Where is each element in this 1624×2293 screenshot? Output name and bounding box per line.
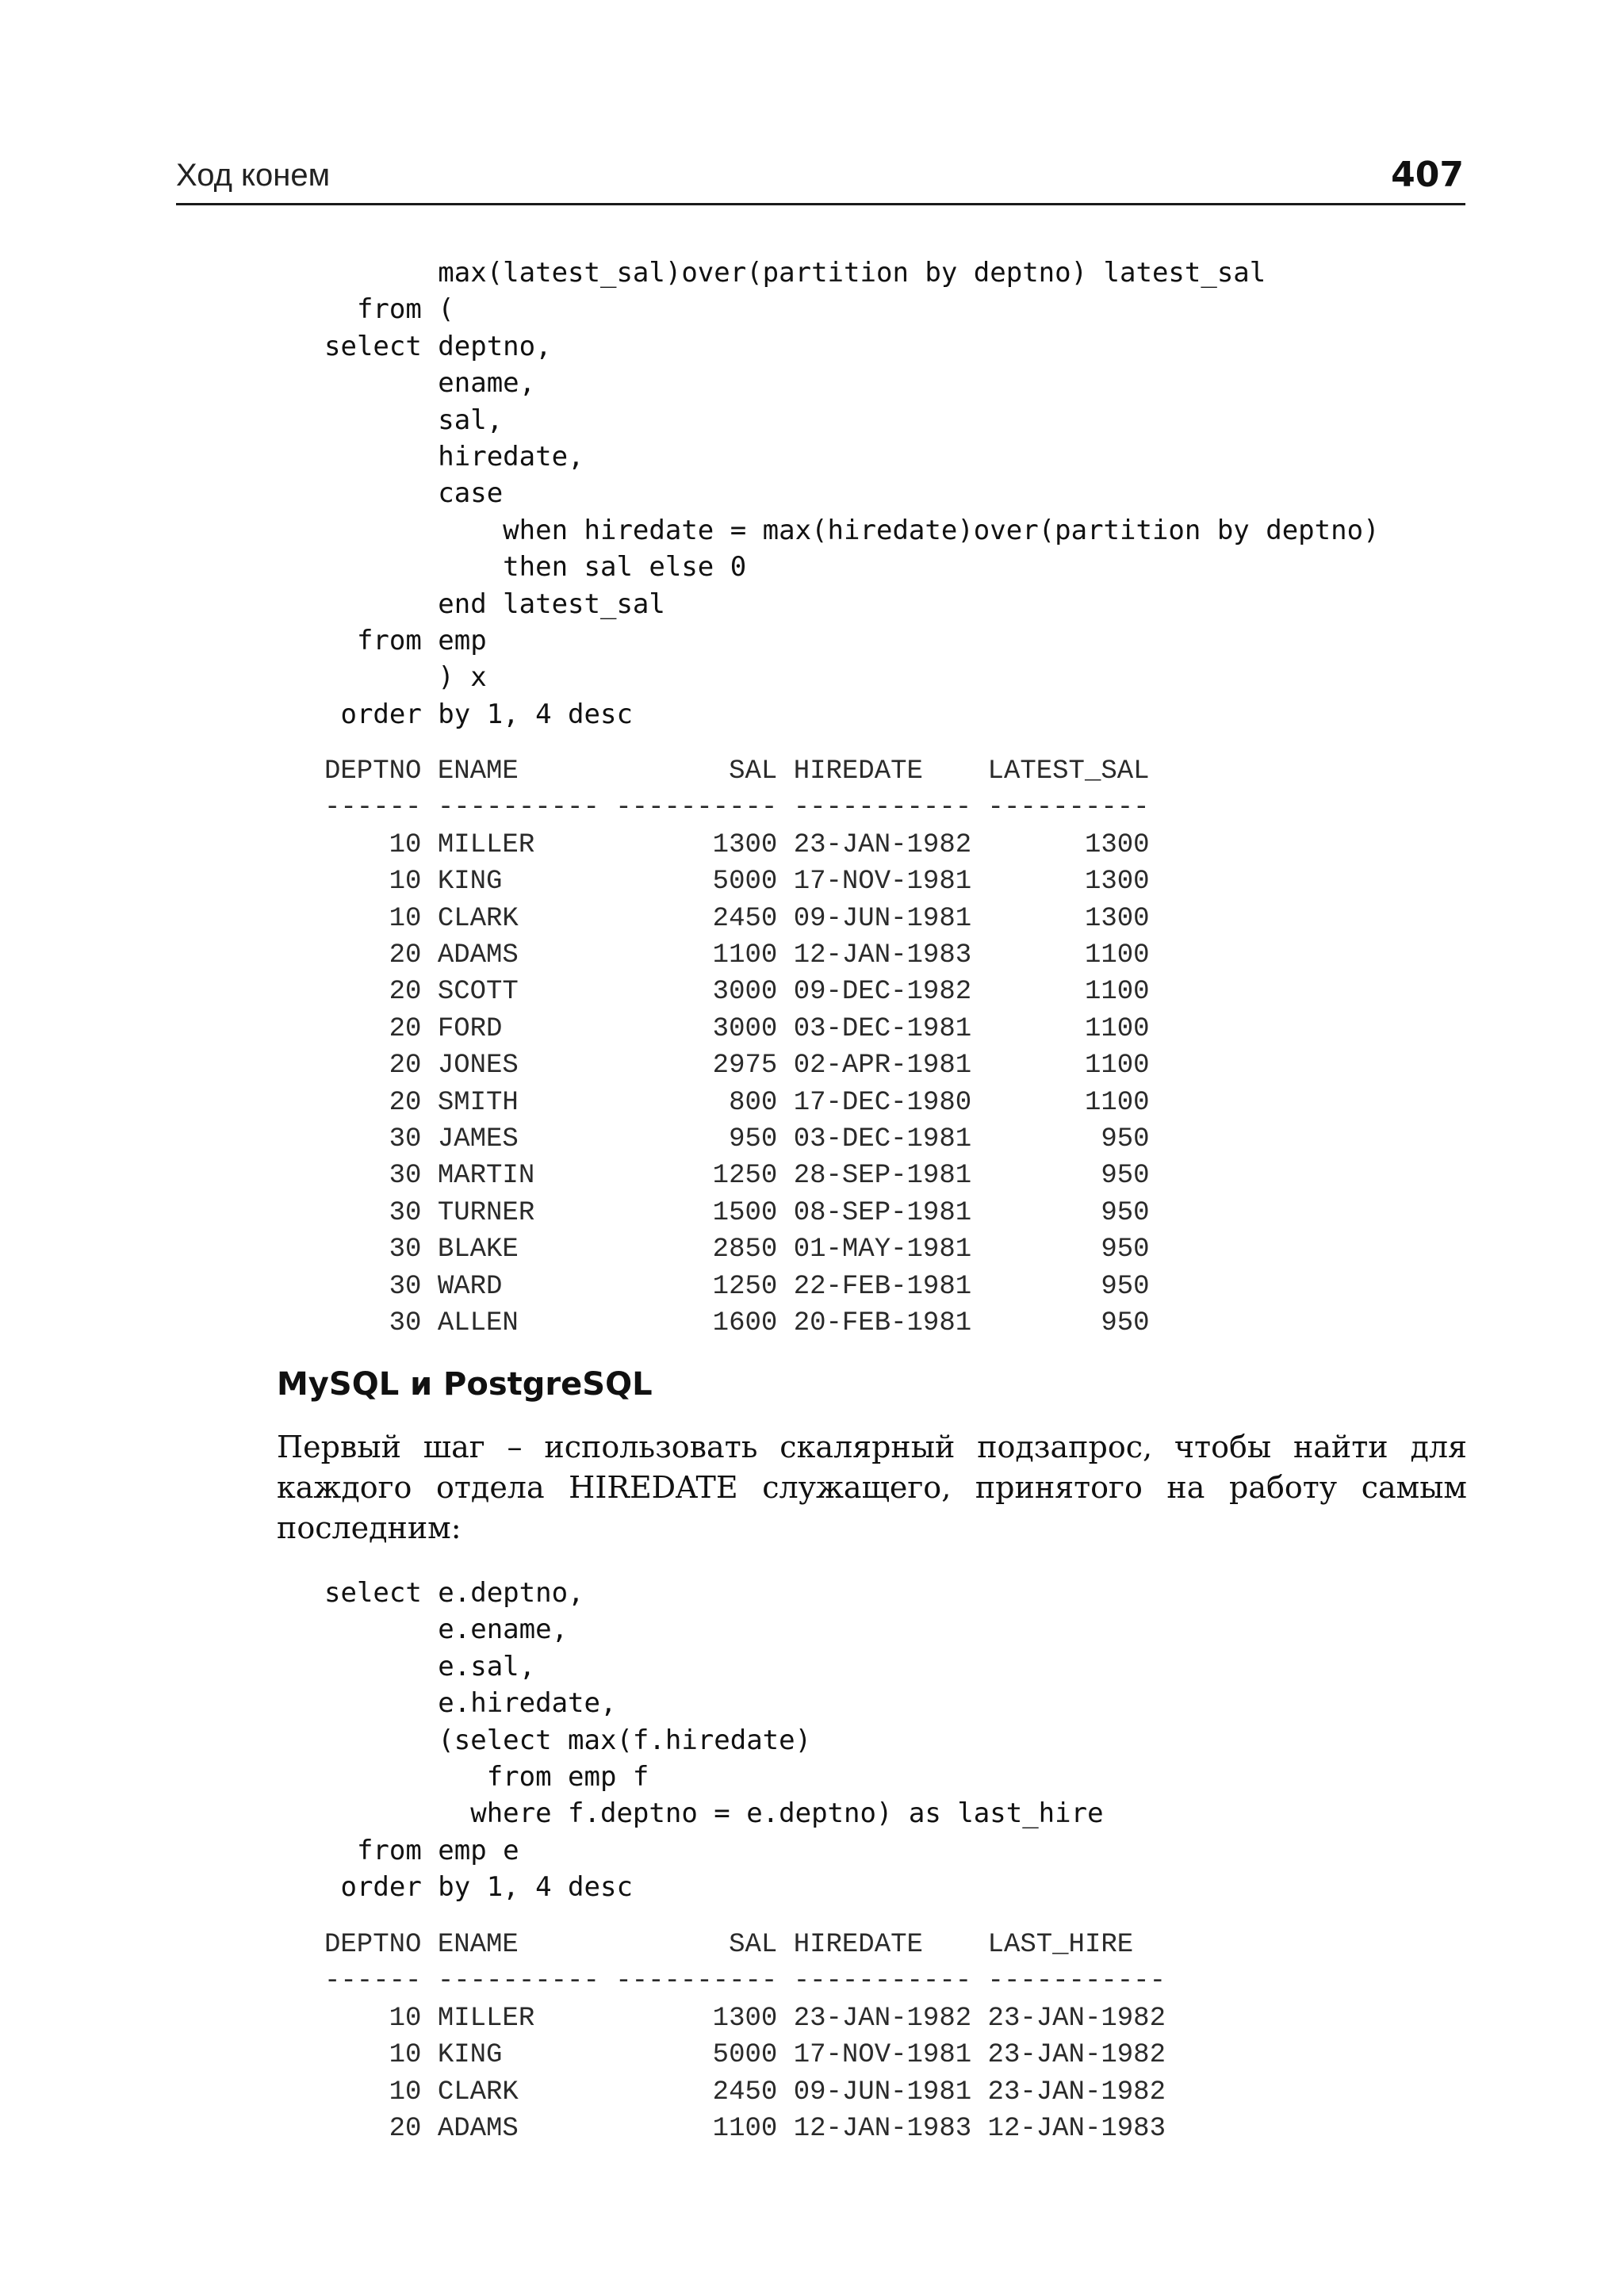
code-line: case [324,477,504,510]
table-row: 10 CLARK 2450 09-JUN-1981 23-JAN-1982 [324,2077,1166,2107]
code-line: select e.deptno, [324,1577,584,1609]
page-number: 407 [1391,155,1464,195]
page-header [176,146,1465,205]
code-line: from emp [324,625,487,657]
code-line: e.sal, [324,1650,536,1682]
table-row: 20 SMITH 800 17-DEC-1980 1100 [324,1087,1150,1118]
table-row: 30 BLAKE 2850 01-MAY-1981 950 [324,1235,1150,1265]
code-line: select deptno, [324,330,552,362]
code-line: sal, [324,404,504,436]
code-line: where f.deptno = e.deptno) as last_hire [324,1797,1104,1830]
table-row: 30 MARTIN 1250 28-SEP-1981 950 [324,1161,1150,1192]
code-block-scalar-subquery [324,1575,1104,1906]
code-line: from emp e [324,1834,519,1866]
table-row: 10 MILLER 1300 23-JAN-1982 23-JAN-1982 [324,2003,1166,2034]
result-table-last-hire [324,1927,1166,2147]
table-row: 10 KING 5000 17-NOV-1981 1300 [324,867,1150,898]
code-line: end latest_sal [324,588,665,620]
code-line: then sal else 0 [324,551,747,584]
result-table-latest-sal [324,753,1150,1342]
table-row: 10 CLARK 2450 09-JUN-1981 1300 [324,903,1150,934]
result-header-row: DEPTNO ENAME SAL HIREDATE LATEST_SAL [324,756,1150,787]
running-title: Ход конем [176,158,331,193]
code-line: hiredate, [324,441,584,473]
code-line: from ( [324,293,454,326]
table-row: 30 WARD 1250 22-FEB-1981 950 [324,1271,1150,1302]
table-row: 20 ADAMS 1100 12-JAN-1983 1100 [324,940,1150,971]
code-line: when hiredate = max(hiredate)over(partition by deptno) [324,514,1380,546]
body-paragraph: Первый шаг – использовать скалярный подзапрос, чтобы найти для каждого отдела HIREDATE служащего, принятого на работу самым последним: [277,1430,1467,1545]
table-row: 20 FORD 3000 03-DEC-1981 1100 [324,1013,1150,1044]
section-heading: MySQL и PostgreSQL [277,1366,653,1403]
table-row: 30 JAMES 950 03-DEC-1981 950 [324,1124,1150,1155]
table-row: 30 TURNER 1500 08-SEP-1981 950 [324,1197,1150,1228]
code-line: order by 1, 4 desc [324,1871,633,1904]
table-row: 10 MILLER 1300 23-JAN-1982 1300 [324,829,1150,860]
table-row: 30 ALLEN 1600 20-FEB-1981 950 [324,1308,1150,1339]
code-line: order by 1, 4 desc [324,698,633,730]
table-row: 20 JONES 2975 02-APR-1981 1100 [324,1051,1150,1081]
code-line: from emp f [324,1761,649,1793]
code-line: ename, [324,367,536,400]
code-line: ) x [324,661,487,694]
code-block-window-query [324,255,1380,733]
result-separator: ------ ---------- ---------- ----------- ---------- [324,793,1150,824]
code-line: max(latest_sal)over(partition by deptno) latest_sal [324,257,1266,289]
table-row: 20 SCOTT 3000 09-DEC-1982 1100 [324,977,1150,1008]
result-header-row: DEPTNO ENAME SAL HIREDATE LAST_HIRE [324,1930,1134,1960]
table-row: 10 KING 5000 17-NOV-1981 23-JAN-1982 [324,2040,1166,2071]
table-row: 20 ADAMS 1100 12-JAN-1983 12-JAN-1983 [324,2114,1166,2145]
code-line: (select max(f.hiredate) [324,1724,812,1756]
code-line: e.ename, [324,1614,569,1646]
code-line: e.hiredate, [324,1687,617,1720]
result-separator: ------ ---------- ---------- ----------- ----------- [324,1966,1166,1997]
